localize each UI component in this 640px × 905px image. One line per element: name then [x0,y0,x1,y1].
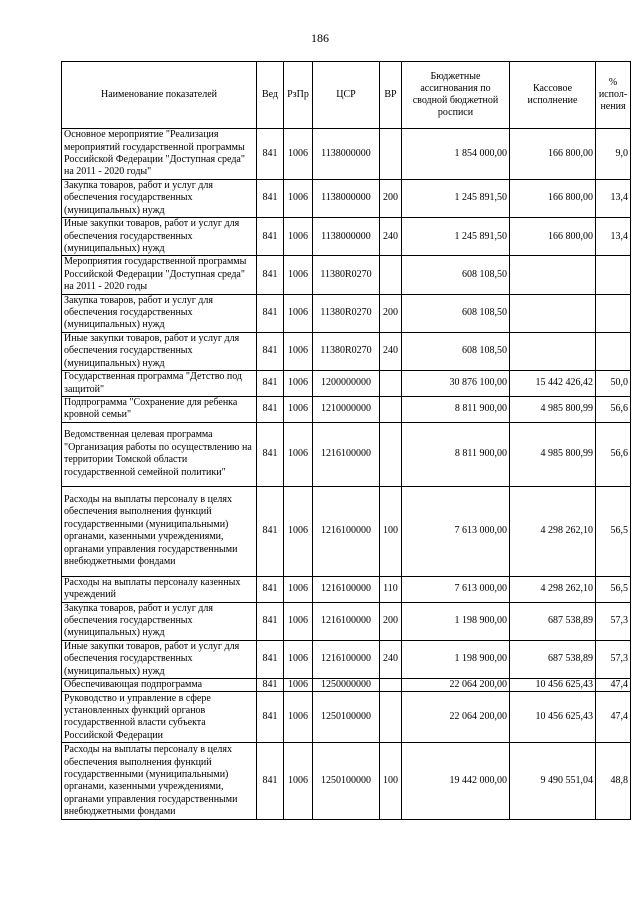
row-name-cell: Мероприятия государственной программы Российской Федерации "Доступная среда" на 2011 - 2020 годы [62,256,257,294]
row-csr-cell: 11380R0270 [313,294,380,332]
row-csr-cell: 1216100000 [313,486,380,576]
row-assignments-cell: 1 854 000,00 [402,129,510,180]
row-percent-cell: 13,4 [596,180,631,218]
row-percent-cell [596,332,631,370]
row-assignments-cell: 1 198 900,00 [402,602,510,640]
row-assignments-cell: 1 245 891,50 [402,218,510,256]
row-vr-cell: 200 [380,180,402,218]
row-csr-cell: 1210000000 [313,396,380,422]
row-name-cell: Иные закупки товаров, работ и услуг для обеспечения государственных (муниципальных) нужд [62,332,257,370]
table-row [62,486,631,576]
row-vr-cell: 240 [380,332,402,370]
row-name-cell: Расходы на выплаты персоналу в целях обеспечения выполнения функций государственными (муниципальными) органами, казенными учреждениями, органами управления государственными внебюджетными фондами [62,743,257,820]
row-vr-cell [380,422,402,486]
row-cash-cell: 687 538,89 [510,602,596,640]
row-ved-cell: 841 [257,678,284,691]
row-cash-cell: 4 985 800,99 [510,422,596,486]
row-ved-cell: 841 [257,371,284,397]
row-name-cell: Расходы на выплаты персоналу в целях обеспечения выполнения функций государственными (муниципальными) органами, казенными учреждениями, органами управления государственными внебюджетными фондами [62,486,257,576]
row-name-cell: Иные закупки товаров, работ и услуг для обеспечения государственных (муниципальных) нужд [62,218,257,256]
header-assignments: Бюджетные ассигнования по сводной бюджетной росписи [402,62,510,129]
row-assignments-cell: 19 442 000,00 [402,743,510,820]
row-assignments-cell: 608 108,50 [402,256,510,294]
row-csr-cell: 11380R0270 [313,332,380,370]
row-csr-cell: 11380R0270 [313,256,380,294]
header-cash-execution: Кассовое исполнение [510,62,596,129]
row-ved-cell: 841 [257,129,284,180]
row-percent-cell: 50,0 [596,371,631,397]
row-name-cell: Иные закупки товаров, работ и услуг для обеспечения государственных (муниципальных) нужд [62,640,257,678]
header-name: Наименование показателей [62,62,257,129]
row-rzpr-cell: 1006 [284,678,313,691]
row-name-cell: Руководство и управление в сфере установленных функций органов государственной власти субъекта Российской Федерации [62,692,257,743]
row-rzpr-cell: 1006 [284,422,313,486]
table-row [62,576,631,602]
row-vr-cell [380,256,402,294]
row-ved-cell: 841 [257,576,284,602]
row-name-cell: Закупка товаров, работ и услуг для обеспечения государственных (муниципальных) нужд [62,180,257,218]
row-cash-cell [510,256,596,294]
header-rzpr: РзПр [284,62,313,129]
row-name-cell: Ведомственная целевая программа "Организация работы по осуществлению на территории Томской области государственной семейной политики" [62,422,257,486]
row-csr-cell: 1250100000 [313,692,380,743]
row-vr-cell: 100 [380,743,402,820]
row-csr-cell: 1216100000 [313,602,380,640]
row-percent-cell [596,256,631,294]
row-ved-cell: 841 [257,294,284,332]
row-vr-cell [380,129,402,180]
row-cash-cell: 4 298 262,10 [510,486,596,576]
row-rzpr-cell: 1006 [284,640,313,678]
row-percent-cell: 47,4 [596,678,631,691]
row-vr-cell: 240 [380,640,402,678]
row-csr-cell: 1216100000 [313,640,380,678]
row-vr-cell: 100 [380,486,402,576]
row-cash-cell: 4 298 262,10 [510,576,596,602]
table-row [62,743,631,820]
row-assignments-cell: 1 245 891,50 [402,180,510,218]
row-percent-cell: 56,5 [596,576,631,602]
row-rzpr-cell: 1006 [284,602,313,640]
header-vr: ВР [380,62,402,129]
row-rzpr-cell: 1006 [284,218,313,256]
budget-table [61,61,631,820]
header-ved: Вед [257,62,284,129]
row-csr-cell: 1250000000 [313,678,380,691]
row-cash-cell [510,332,596,370]
row-percent-cell: 57,3 [596,602,631,640]
row-vr-cell [380,692,402,743]
row-percent-cell: 13,4 [596,218,631,256]
row-csr-cell: 1216100000 [313,422,380,486]
row-percent-cell: 9,0 [596,129,631,180]
row-csr-cell: 1138000000 [313,218,380,256]
row-vr-cell: 110 [380,576,402,602]
table-row [62,422,631,486]
row-name-cell: Основное мероприятие "Реализация мероприятий государственной программы Российской Федерации "Доступная среда" на 2011 - 2020 годы" [62,129,257,180]
row-assignments-cell: 8 811 900,00 [402,396,510,422]
row-assignments-cell: 1 198 900,00 [402,640,510,678]
row-ved-cell: 841 [257,396,284,422]
row-ved-cell: 841 [257,640,284,678]
row-ved-cell: 841 [257,422,284,486]
row-vr-cell [380,678,402,691]
row-percent-cell: 47,4 [596,692,631,743]
row-vr-cell: 200 [380,294,402,332]
row-csr-cell: 1250100000 [313,743,380,820]
table-row [62,256,631,294]
row-percent-cell: 57,3 [596,640,631,678]
row-rzpr-cell: 1006 [284,486,313,576]
row-assignments-cell: 608 108,50 [402,332,510,370]
row-cash-cell: 9 490 551,04 [510,743,596,820]
table-row [62,678,631,691]
row-csr-cell: 1138000000 [313,180,380,218]
row-cash-cell: 166 800,00 [510,180,596,218]
table-row [62,129,631,180]
row-percent-cell [596,294,631,332]
table-row [62,602,631,640]
header-csr: ЦСР [313,62,380,129]
row-ved-cell: 841 [257,743,284,820]
row-ved-cell: 841 [257,180,284,218]
row-percent-cell: 56,6 [596,422,631,486]
row-assignments-cell: 8 811 900,00 [402,422,510,486]
row-assignments-cell: 608 108,50 [402,294,510,332]
row-ved-cell: 841 [257,218,284,256]
row-name-cell: Закупка товаров, работ и услуг для обеспечения государственных (муниципальных) нужд [62,602,257,640]
row-percent-cell: 56,6 [596,396,631,422]
row-name-cell: Закупка товаров, работ и услуг для обеспечения государственных (муниципальных) нужд [62,294,257,332]
row-vr-cell [380,396,402,422]
row-vr-cell: 240 [380,218,402,256]
row-rzpr-cell: 1006 [284,743,313,820]
row-rzpr-cell: 1006 [284,294,313,332]
row-assignments-cell: 7 613 000,00 [402,486,510,576]
row-cash-cell [510,294,596,332]
table-row [62,218,631,256]
row-rzpr-cell: 1006 [284,692,313,743]
row-cash-cell: 10 456 625,43 [510,692,596,743]
row-percent-cell: 56,5 [596,486,631,576]
row-name-cell: Подпрограмма "Сохранение для ребенка кровной семьи" [62,396,257,422]
row-rzpr-cell: 1006 [284,396,313,422]
row-ved-cell: 841 [257,256,284,294]
row-cash-cell: 166 800,00 [510,218,596,256]
table-row [62,640,631,678]
row-ved-cell: 841 [257,692,284,743]
row-rzpr-cell: 1006 [284,576,313,602]
row-assignments-cell: 22 064 200,00 [402,678,510,691]
row-assignments-cell: 7 613 000,00 [402,576,510,602]
table-row [62,294,631,332]
row-csr-cell: 1138000000 [313,129,380,180]
table-row [62,692,631,743]
row-cash-cell: 10 456 625,43 [510,678,596,691]
row-cash-cell: 166 800,00 [510,129,596,180]
row-ved-cell: 841 [257,486,284,576]
row-rzpr-cell: 1006 [284,256,313,294]
row-name-cell: Государственная программа "Детство под защитой" [62,371,257,397]
header-percent: % испол-нения [596,62,631,129]
row-assignments-cell: 22 064 200,00 [402,692,510,743]
row-name-cell: Расходы на выплаты персоналу казенных учреждений [62,576,257,602]
row-cash-cell: 687 538,89 [510,640,596,678]
table-row [62,180,631,218]
row-percent-cell: 48,8 [596,743,631,820]
table-row [62,371,631,397]
row-rzpr-cell: 1006 [284,371,313,397]
row-rzpr-cell: 1006 [284,180,313,218]
table-row [62,396,631,422]
row-vr-cell [380,371,402,397]
row-name-cell: Обеспечивающая подпрограмма [62,678,257,691]
page-number: 186 [311,31,329,45]
row-rzpr-cell: 1006 [284,332,313,370]
row-rzpr-cell: 1006 [284,129,313,180]
row-ved-cell: 841 [257,332,284,370]
row-assignments-cell: 30 876 100,00 [402,371,510,397]
row-cash-cell: 4 985 800,99 [510,396,596,422]
table-header-row [62,62,631,129]
row-csr-cell: 1216100000 [313,576,380,602]
row-vr-cell: 200 [380,602,402,640]
table-row [62,332,631,370]
row-ved-cell: 841 [257,602,284,640]
row-csr-cell: 1200000000 [313,371,380,397]
row-cash-cell: 15 442 426,42 [510,371,596,397]
